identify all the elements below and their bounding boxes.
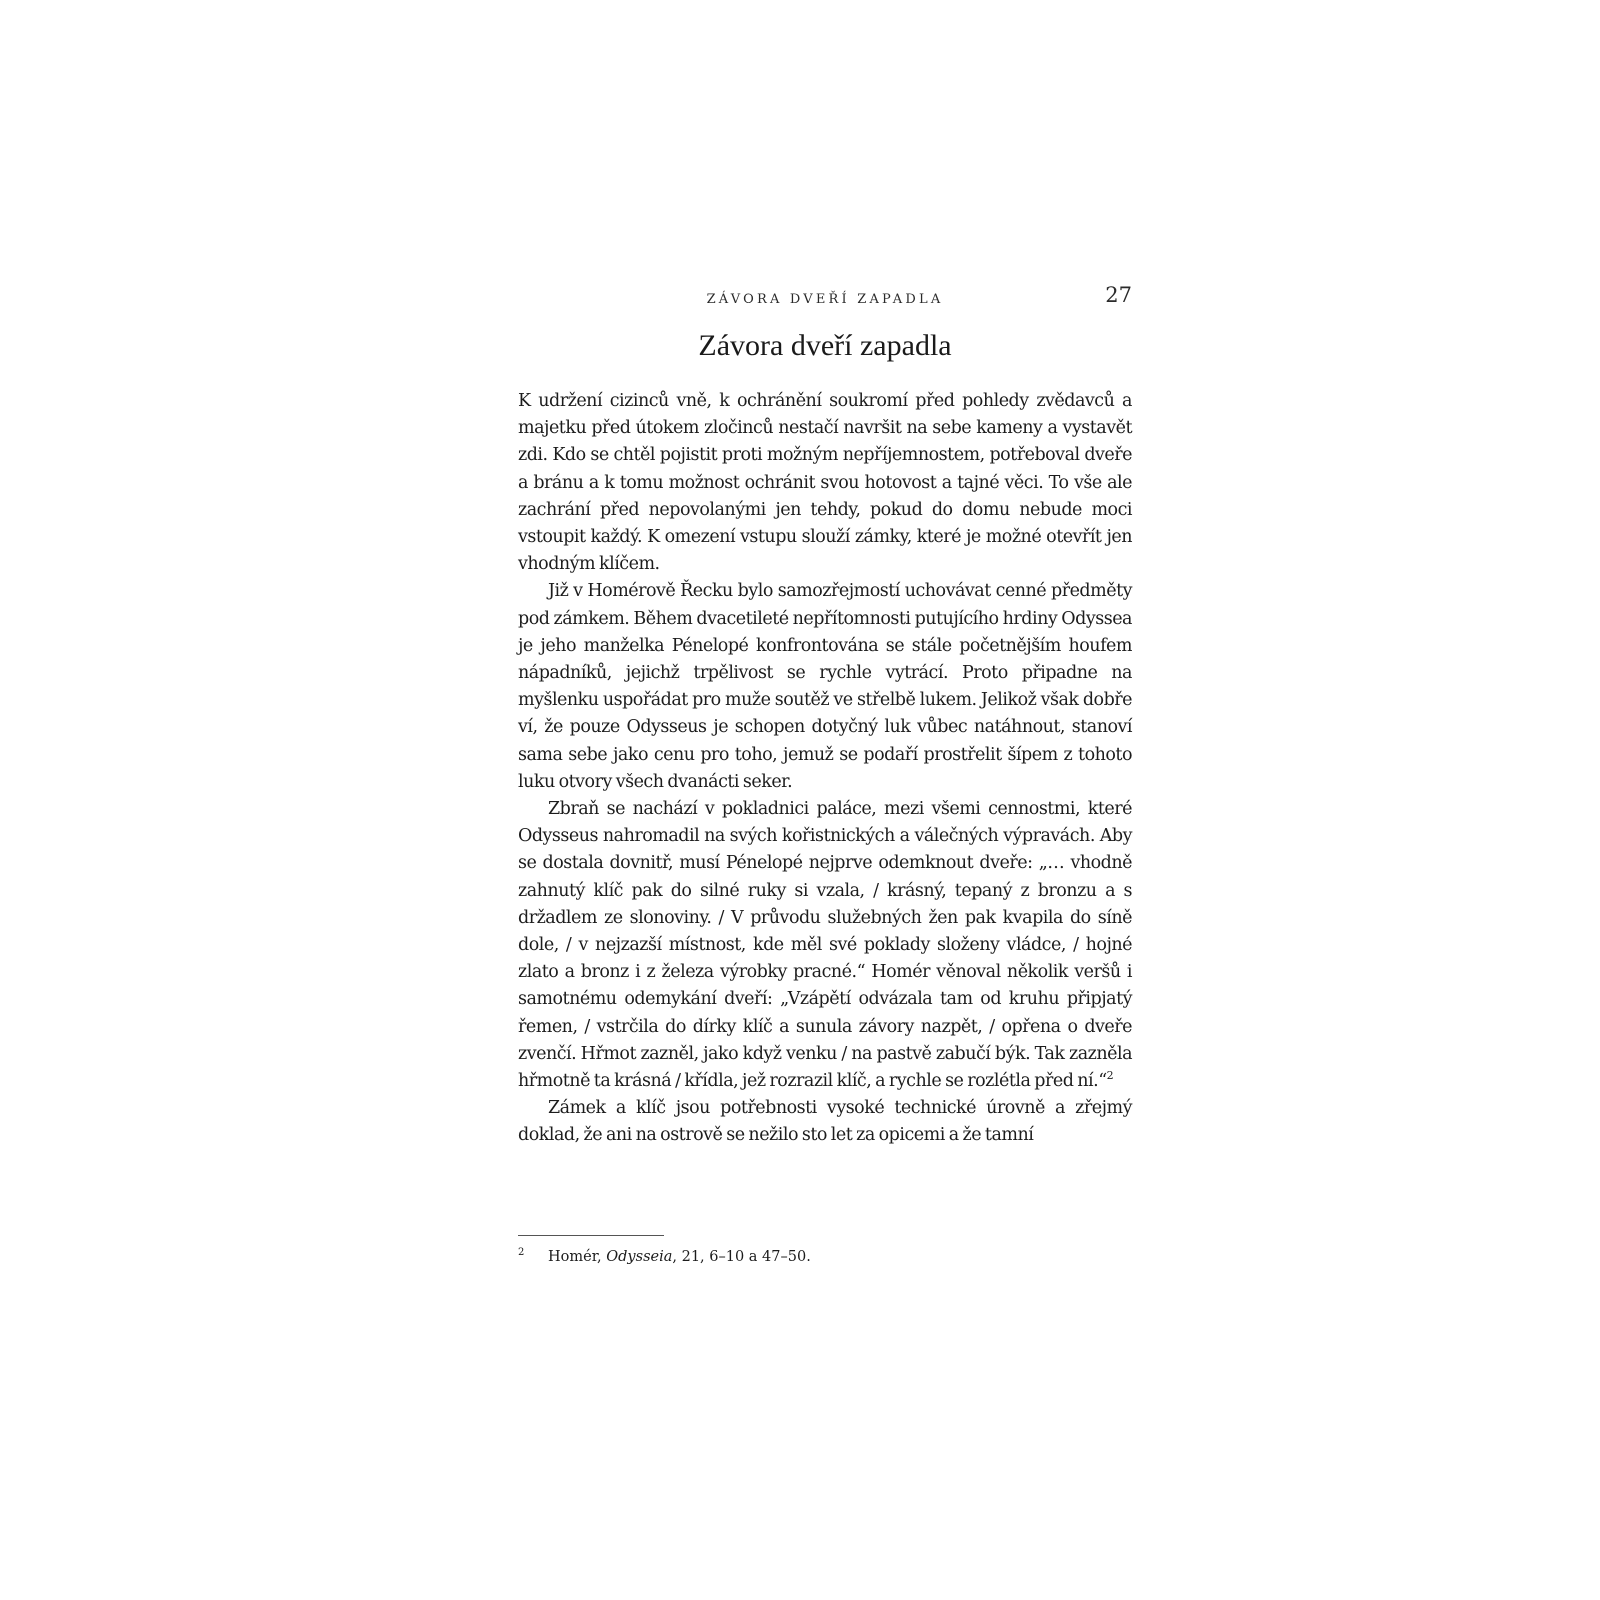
paragraph-3: [518, 796, 1132, 1095]
footnote-reference-text: , 21, 6–10 a 47–50.: [672, 1249, 811, 1265]
paragraph-4: Zámek a klíč jsou potřebnosti vysoké technické úrovně a zřejmý doklad, že ani na ostrově se nežilo sto let za opicemi a že tamní: [518, 1098, 1132, 1146]
running-title: ZÁVORA DVEŘÍ ZAPADLA: [706, 292, 944, 307]
paragraph-2: Již v Homérově Řecku bylo samozřejmostí uchovávat cenné předměty pod zámkem. Během dvacetileté nepřítomnosti putujícího hrdiny Odyssea je jeho manželka Pénelopé konfrontována se stále početnějším houfem nápadníků, jejichž trpělivost se rychle vytrácí. Proto připadne na myšlenku uspořádat pro muže soutěž ve střelbě lukem. Jelikož však dobře ví, že pouze Odysseus je schopen dotyčný luk vůbec natáhnout, stanoví sama sebe jako cenu pro toho, jemuž se podaří prostřelit šípem z tohoto luku otvory všech dvanácti seker.: [518, 581, 1132, 792]
footnote-divider: [518, 1235, 664, 1236]
footnote-reference[interactable]: 2: [1106, 1069, 1114, 1083]
chapter-title: Závora dveří zapadla: [698, 329, 952, 362]
page-number: 27: [1105, 283, 1132, 307]
paragraph-1: K udržení cizinců vně, k ochránění soukromí před pohledy zvědavců a majetku před útokem zločinců nestačí navršit na sebe kameny a vystavět zdi. Kdo se chtěl pojistit proti možným nepříjemnostem, potřeboval dveře a bránu a k tomu možnost ochránit svou hotovost a tajné věci. To vše ale zachrání před nepovolanými jen tehdy, pokud do domu nebude moci vstoupit každý. K omezení vstupu slouží zámky, které je možné otevřít jen vhodným klíčem.: [518, 391, 1132, 575]
body-text: [518, 388, 1132, 1150]
running-header: [518, 283, 1132, 319]
footnote-work-title: Odysseia: [606, 1249, 673, 1265]
paragraph-3-text: Zbraň se nachází v pokladnici paláce, mezi všemi cennostmi, které Odysseus nahromadil na svých kořistnických a válečných výpravách. Aby se dostala dovnitř, musí Pénelopé nejprve odemknout dveře: „… vhodně zahnutý klíč pak do silné ruky si vzala, / krásný, tepaný z bronzu a s držadlem ze slonoviny. / V průvodu služebných žen pak kvapila do síně dole, / v nejzazší místnost, kde měl své poklady složeny vládce, / hojné zlato a bronz i z železa výrobky pracné.“ Homér věnoval několik veršů i samotnému odemykání dveří: „Vzápětí odvázala tam od kruhu připjatý řemen, / vstrčila do dírky klíč a sunula závory nazpět, / opřena o dveře zvenčí. Hřmot zazněl, jako když venku / na pastvě zabučí býk. Tak zazněla hřmotně ta krásná / křídla, jež rozrazil klíč, a rychle se rozlétla před ní.“: [518, 799, 1132, 1092]
footnote-author: Homér,: [548, 1249, 607, 1265]
footnote: 2 Homér, Odysseia, 21, 6–10 a 47–50.: [518, 1247, 811, 1265]
